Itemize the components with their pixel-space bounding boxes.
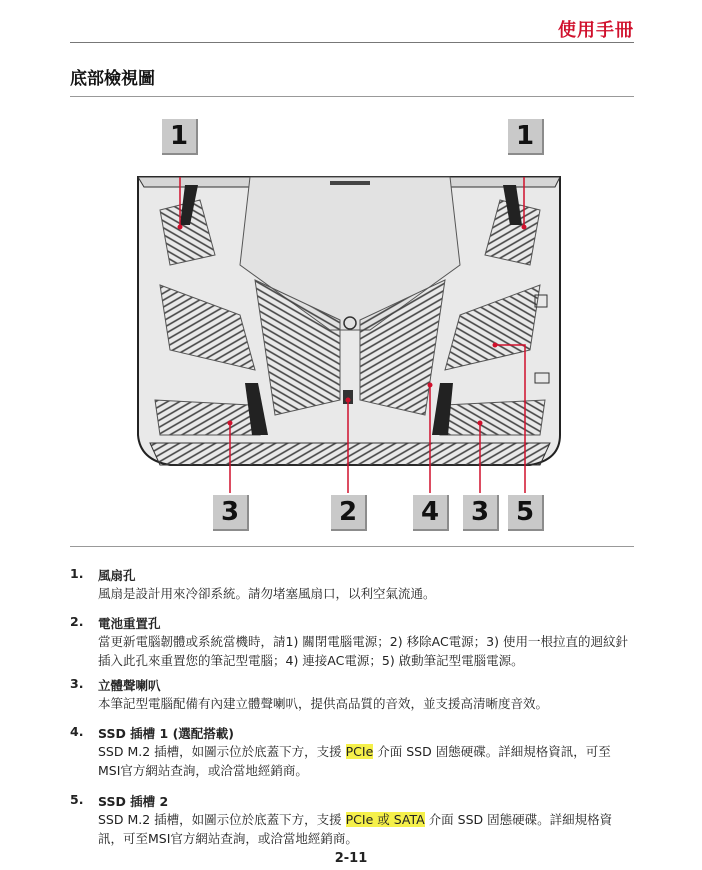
callout-1-right: 1: [508, 119, 544, 155]
highlighted-interface: PCIe: [345, 744, 374, 759]
desc-text: SSD M.2 插槽，如圖示位於底蓋下方，支援: [98, 744, 346, 759]
item-number: 5.: [70, 792, 84, 807]
item-number: 4.: [70, 724, 84, 739]
callout-3-right: 3: [463, 495, 499, 531]
item-number: 3.: [70, 676, 84, 691]
desc-text: SSD M.2 插槽，如圖示位於底蓋下方，支援: [98, 812, 346, 827]
item-description: 當更新電腦韌體或系統當機時，請1) 關閉電腦電源；2) 移除AC電源；3) 使用一根拉直的迴紋針插入此孔來重置您的筆記型電腦；4) 連接AC電源；5) 啟動筆記型電腦電源。: [98, 634, 628, 668]
item-title: 風扇孔: [98, 568, 136, 583]
item-description: 本筆記型電腦配備有內建立體聲喇叭，提供高品質的音效，並支援高清晰度音效。: [98, 696, 549, 711]
figure-divider: [70, 546, 634, 547]
item-title: 立體聲喇叭: [98, 678, 161, 693]
item-description: [98, 810, 633, 848]
item-number: 1.: [70, 566, 84, 581]
item-number: 2.: [70, 614, 84, 629]
callout-4: 4: [413, 495, 449, 531]
laptop-bottom-illustration: [130, 115, 570, 535]
callout-3-left: 3: [213, 495, 249, 531]
item-title: SSD 插槽 2: [98, 794, 169, 809]
item-title: SSD 插槽 1 (選配搭載): [98, 726, 234, 741]
desc-text: 介面 SSD 固態硬碟。詳細規格資訊，可至MSI官方網站查詢，或洽當地經銷商。: [98, 812, 613, 846]
callout-5: 5: [508, 495, 544, 531]
item-title: 電池重置孔: [98, 616, 161, 631]
callout-1-left: 1: [162, 119, 198, 155]
laptop-bottom-view-figure: [130, 115, 570, 535]
callout-2: 2: [331, 495, 367, 531]
page-number: 2-11: [334, 851, 368, 866]
desc-text: 介面 SSD 固態硬碟。詳細規格資訊，可至MSI官方網站查詢，或洽當地經銷商。: [98, 744, 611, 778]
section-title: 底部檢視圖: [70, 69, 155, 89]
header-divider: [70, 42, 634, 43]
item-description: 風扇是設計用來冷卻系統。請勿堵塞風扇口，以利空氣流通。: [98, 586, 436, 601]
manual-header-title: 使用手冊: [558, 20, 634, 41]
item-description: [98, 742, 633, 780]
highlighted-interface: PCIe 或 SATA: [345, 812, 425, 827]
section-divider: [70, 96, 634, 97]
